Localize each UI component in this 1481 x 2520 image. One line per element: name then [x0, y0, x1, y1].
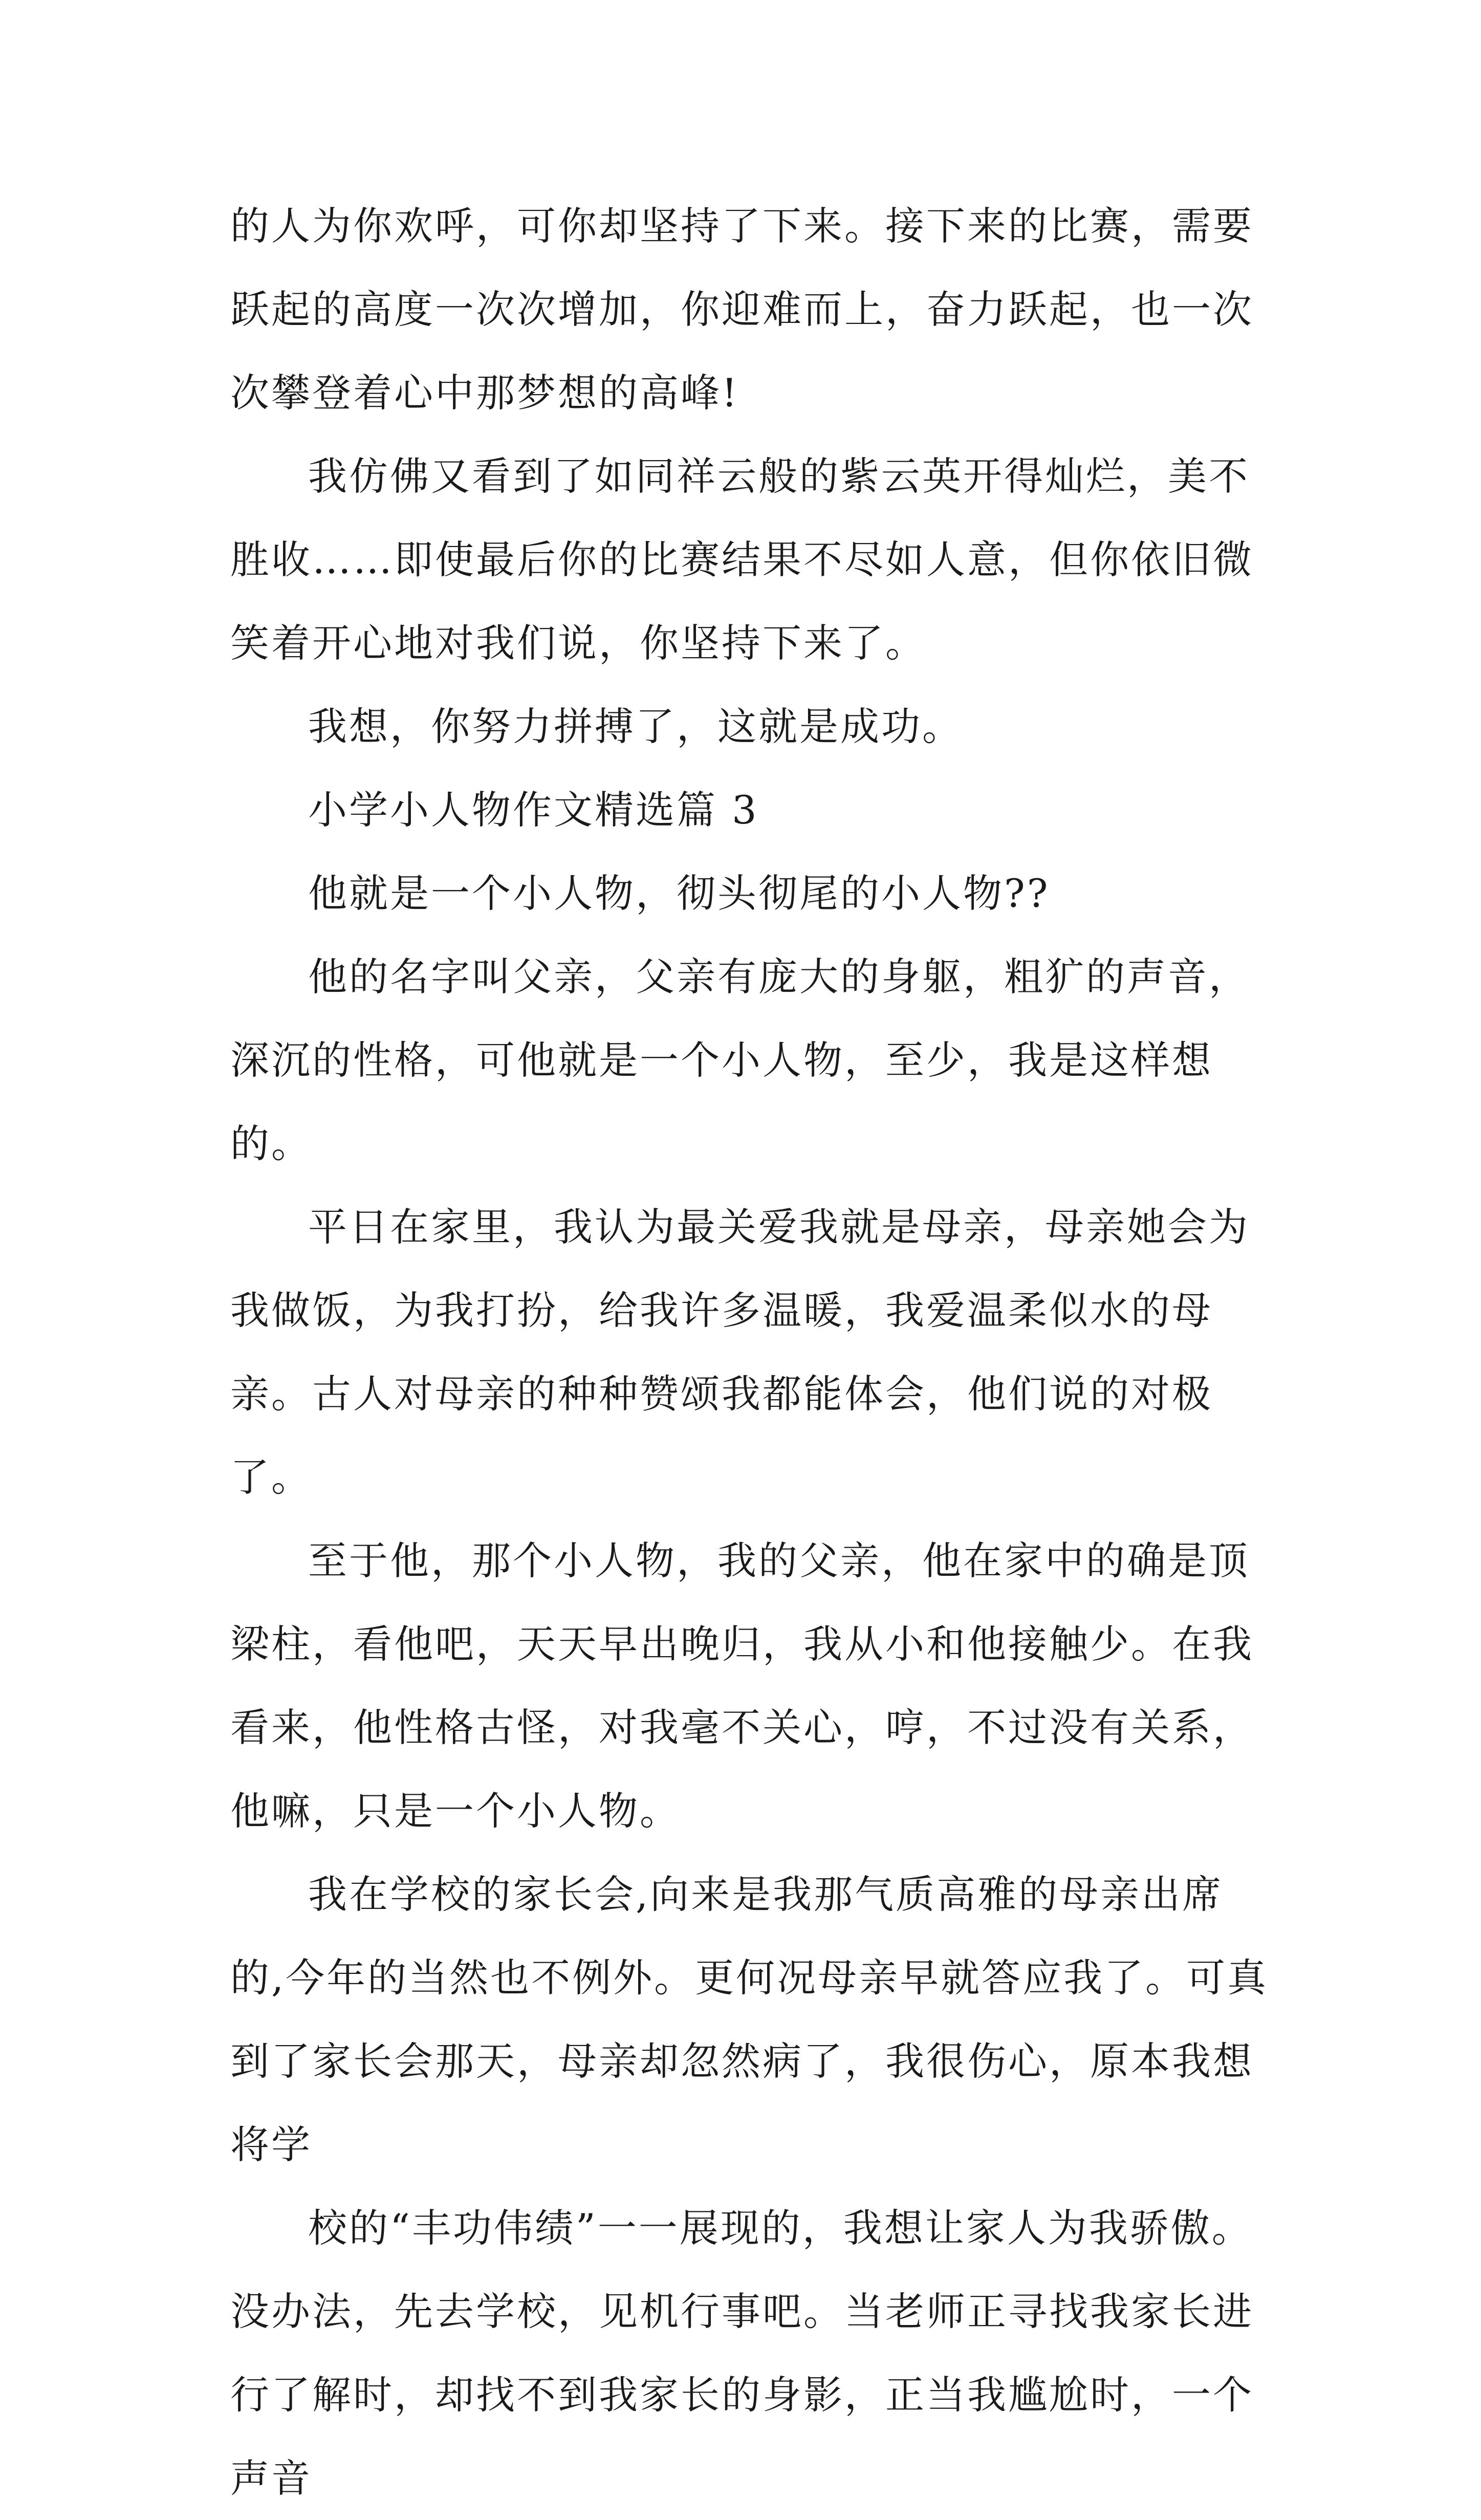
- paragraph: 他的名字叫父亲，父亲有庞大的身躯，粗犷的声音，深沉的性格，可他就是一个小人物，至少，我是这样想的。: [230, 954, 1250, 1166]
- paragraph: 我仿佛又看到了如同祥云般的紫云英开得灿烂，美不胜收……即使最后你的比赛结果不尽如人意，但你依旧微笑着开心地对我们说，你坚持下来了。: [230, 453, 1254, 666]
- paragraph: 平日在家里，我认为最关爱我就是母亲，母亲她会为我做饭，为我打扮，给我许多温暖，我爱温柔似水的母亲。古人对母亲的种种赞颂我都能体会，他们说的对极了。: [230, 1204, 1250, 1500]
- paragraph: 我想，你努力拼搏了，这就是成功。: [308, 704, 963, 749]
- document-body: [230, 184, 1274, 2520]
- paragraph: 至于他，那个小人物，我的父亲，他在家中的确是顶梁柱，看他吧，天天早出晚归，我从小和他接触少。在我看来，他性格古怪，对我毫不关心，哼，不过没有关系，他嘛，只是一个小人物。: [230, 1538, 1254, 1834]
- paragraph: 我在学校的家长会,向来是我那气质高雅的母亲出席的,今年的当然也不例外。更何况母亲早就答应我了。可真到了家长会那天，母亲却忽然病了，我很伤心，原本我想将学: [230, 1872, 1269, 2167]
- paragraph: 校的“丰功伟绩”一一展现的，我想让家人为我骄傲。没办法，先去学校，见机行事吧。当老师正寻找我家长进行了解时，却找不到我家长的身影，正当我尴尬时，一个声音: [230, 2205, 1254, 2501]
- section-heading: 小学小人物作文精选篇 3: [308, 787, 759, 833]
- paragraph: 他就是一个小人物，彻头彻尾的小人物??: [308, 871, 1050, 916]
- paragraph: 的人为你欢呼，可你却坚持了下来。接下来的比赛，需要跃起的高度一次次增加，你迎难而上，奋力跃起，也一次次攀登着心中那梦想的高峰!: [230, 203, 1254, 416]
